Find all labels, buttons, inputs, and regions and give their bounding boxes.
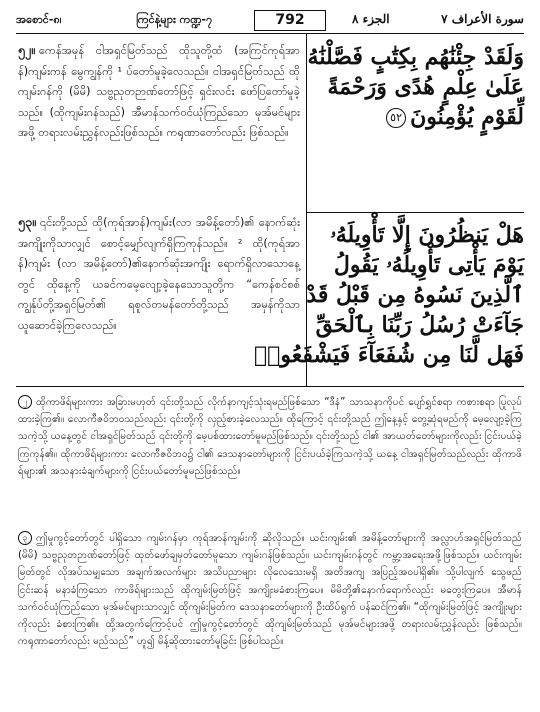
verse-text: ကေန်အမုန် ငါအရှင်မြတ်သည် ထိုသူတို့ထံ (အကြင်ကုရ်အာန်)ကျမ်းကန် မွေကျွန်ကို ¹ ပ်တော်မူခဲ့လေသည်။ ငါအရှင်မြတ်သည် ထိုကျမ်းဂန်ကို (မိမိ) သဗ္ဗညုတဉာဏ်တော်ဖြင့် ရှင်းလင်း ဖော်ပြတော်မူခဲ့သည်။ (ထိုကျမ်းဂန်သည်) အီမာန်သက်ဝင်ယုံကြည်သော မုအ်မင်များအဖို့ တရားလမ်းညွှန်လည်းဖြစ်သည်။ ကရုဏာတော်လည်း ဖြစ်သည်။ — [18, 44, 300, 139]
footnote-marker: ၂ — [18, 395, 32, 409]
header-divider — [16, 33, 524, 34]
arabic-line — [314, 102, 524, 132]
arabic-line: فَهَل لَّنَا مِن شُفَعَآءَ فَيَشْفَعُوا۟ — [253, 342, 524, 368]
surah-label: سورة الأعراف ٧ — [441, 12, 524, 26]
footnote-divider — [16, 386, 524, 387]
verse-52-arabic — [307, 42, 524, 132]
arabic-line-text: لِّقَوْمٍ يُؤْمِنُونَ — [410, 104, 524, 130]
page-number: 792 — [254, 10, 326, 31]
arabic-line: هَلْ يَنظُرُونَ إِلَّا تَأْوِيلَهُۥ — [330, 222, 524, 248]
column-divider — [306, 34, 307, 386]
verse-text: ၎င်းတို့သည် ထို(ကုရ်အာန်)ကျမ်း(လာ အမိန့်တော်)၏ နောက်ဆုံးအကျိုးကိုသာလျှင် စောင့်မျှော်လျက်ရှိကြကုန်သည်။ ² ထို(ကုရ်အာန်)ကျမ်း (လာ အမိန့်တော်)၏နောက်ဆုံးအကျိုး ရောက်ရှိလာသောနေ့တွင် ထိုနေ့ကို ယခင်ကမေ့လျော့ခဲ့နေသောသူတို့က “ကေန်စင်စစ် ကျွန်ုပ်တို့အရှင်မြတ်၏ ရစူလ်တမန်တော်တို့သည် အမှန်ကိုသာ ယူဆောင်ခဲ့ကြလေသည်။ — [18, 216, 300, 332]
arabic-line: يَوْمَ يَأْتِى تَأْوِيلُهُۥ يَقُولُ — [333, 252, 524, 278]
footnote-marker: ၃ — [18, 531, 32, 545]
verse-divider — [306, 212, 524, 213]
volume-title: အစောင်-၈၊ — [16, 13, 62, 26]
footnote-2 — [18, 530, 522, 650]
arabic-line: ٱلَّذِينَ نَسُوهُ مِن قَبْلُ قَدْ — [306, 282, 524, 308]
juz-label: الجزء ٨ — [352, 12, 390, 26]
verse-number: ၅၃။ — [18, 214, 36, 229]
verse-number: ၅၂။ — [18, 42, 35, 57]
footnote-text: ဤမှုကွင့်တော်တွင် ပါရှိသော ကျမ်းဂန်မှာ ကုရ်အာန်ကျမ်းကို ဆိုလိုသည်။ ယင်းကျမ်း၏ အမိန့်တော်များကို အလ္လာဟ်အရှင်မြတ်သည် (မိမိ) သဗ္ဗညုတဉာဏ်တော်ဖြင့် ထုတ်ဖော်ချမှတ်တော်မူသော ကျမ်းဂန်ဖြစ်သည်။ ယင်းကျမ်းဂန်တွင် ကမ္ဘာ့အရေးအဖို့ဖြစ်သည်။ ယင်းကျမ်းမြတ်တွင် လိုအပ်သမျှသော အချက်အလက်များ အသိပညာများ လိုလေသေးမရှိ အတိအကျ အပြည့်အဝပါရှိ၏။ သို့ပါလျက် သွေဖည်ငြင်းဆန် မနာခံကြသော ကာဖိရ်များသည် ထိုကျမ်းမြတ်ဖြင့် အကျိုးမခံစားကြပေ။ မိမိတို့၏နောက်ရောက်လည်း မတွေးကြပေ။ အီမာန် သက်ဝင်ယုံကြည်သော မုအ်မင်များသာလျှင် ထိုကျမ်းမြတ်က ဒေသနာတော်များကို ဦးထိပ်ရွက် ပန်ဆင်ကြ၏။ “ထိုကျမ်းမြတ်ဖြင့် အကျိုးများကိုလည်း ခံစားကြ၏။ ထို့အတွက်ကြောင့်ပင် ဤမှုကွင့်တော်တွင် ထိုကျမ်းမြတ်သည် မုအ်မင်များအဖို့ တရားလမ်းညွှန်လည်း ဖြစ်သည်။ ကရုဏာတော်လည်း မည်သည်” ဟူ၍ မိန့်ဆိုထားတော်မူခြင်း ဖြစ်ပါသည်။ — [18, 533, 522, 648]
arabic-line: جَآءَتْ رُسُلُ رَبِّنَا بِٱلْحَقِّ — [315, 312, 524, 338]
arabic-line: وَلَقَدْ جِئْنَٰهُم بِكِتَٰبٍ فَصَّلْنَٰهُ — [307, 44, 524, 70]
footnote-1 — [18, 394, 522, 480]
ayah-number-marker: ٥٢ — [386, 108, 406, 128]
footnote-text: ထိုကာဖိရ်များကား အခြားမဟုတ် ၎င်းတို့သည် လိုက်နာကျင့်သုံးရမည်ဖြစ်သော “ဒီနံ” သာသနာကိုပင် ပျော်ရွှင်စရာ ကစားစရာ ပြုလုပ်ထားခဲ့ကြ၏။ လောကီဇဝိဘဝသည်လည်း ၎င်းတို့ကို လှည့်စားခဲ့လေသည်။ ထိုကြောင့် ၎င်းတို့သည် ဤနေ့နှင့် တွေ့ဆုံရမည်ကို မေ့လျော့ခဲ့ကြသကဲ့သို့ ယနေ့တွင် ငါအရှင်မြတ်သည် ၎င်းတို့ကို မေ့ပစ်ထားတော်မူမည်ဖြစ်သည်။ ၎င်းတို့သည် ငါ၏ အာယတ်တော်များကိုလည်း ငြင်းပယ်ခဲ့ကြကုန်၏။ ထိုကာဖိရ်များကား လောကီဇဝိဘဝ၌ ငါ၏ ဒေသနာတော်များကို ငြင်းပယ်ခဲ့ကြသကဲ့သို့ ယနေ့ ငါအရှင်မြတ်သည်လည်း ထိုကာဖိရ်များ၏ အသနားခံချက်များကို ငြင်းပယ်တော်မူမည်ဖြစ်သည်။ — [18, 397, 522, 477]
section-title: ကြင်နဲ့များ ကဏ္ဍ-၇ — [136, 13, 213, 26]
verse-53-translation — [18, 212, 300, 336]
page-header — [16, 10, 524, 32]
verse-52-translation — [18, 40, 300, 144]
verse-53-arabic — [253, 220, 524, 370]
arabic-line: عَلَىٰ عِلْمٍ هُدًى وَرَحْمَةً — [327, 74, 524, 100]
